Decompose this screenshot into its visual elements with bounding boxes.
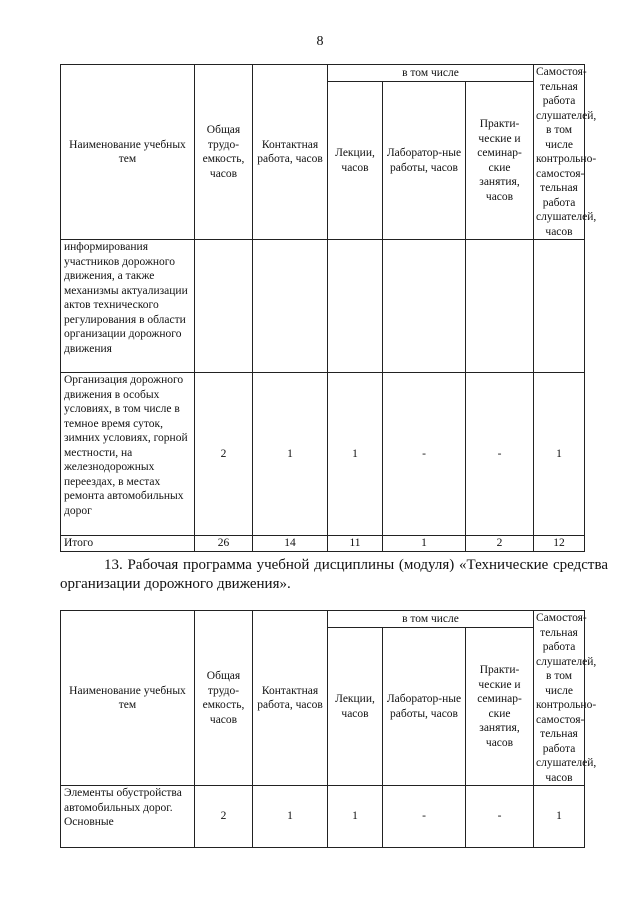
practical-cell: 2: [466, 536, 534, 552]
header-total: Общая трудо-емкость, часов: [195, 611, 253, 786]
header-selfwork: Самостоя-тельная работа слушателей, в том числе контрольно-самостоя-тельная работа слушателей, часов: [534, 65, 585, 240]
selfwork-cell: 1: [534, 786, 585, 848]
contact-cell: 14: [253, 536, 328, 552]
header-lab: Лаборатор-ные работы, часов: [383, 82, 466, 240]
lab-cell: [383, 240, 466, 373]
header-including: в том числе: [328, 65, 534, 82]
table-row: [61, 373, 585, 536]
table-row: [61, 786, 585, 848]
contact-cell: 1: [253, 373, 328, 536]
header-practical: Практи-ческие и семинар-ские занятия, часов: [466, 628, 534, 786]
header-name: Наименование учебных тем: [61, 65, 195, 240]
table-row: [61, 240, 585, 373]
topic-cell: Элементы обустройства автомобильных дорог. Основные: [61, 786, 195, 848]
total-cell: 26: [195, 536, 253, 552]
header-name: Наименование учебных тем: [61, 611, 195, 786]
header-selfwork: Самостоя-тельная работа слушателей, в том числе контрольно-самостоя-тельная работа слушателей, часов: [534, 611, 585, 786]
total-cell: 2: [195, 786, 253, 848]
header-lab: Лаборатор-ные работы, часов: [383, 628, 466, 786]
section-heading: 13. Рабочая программа учебной дисциплины (модуля) «Технические средства организации дорожного движения».: [60, 557, 608, 592]
total-label: Итого: [61, 536, 195, 552]
header-including: в том числе: [328, 611, 534, 628]
topic-cell: информирования участников дорожного движения, а также механизмы актуализации актов технического регулирования в области организации дорожного движения: [61, 240, 195, 373]
header-practical: Практи-ческие и семинар-ские занятия, часов: [466, 82, 534, 240]
lab-cell: 1: [383, 536, 466, 552]
total-cell: [195, 240, 253, 373]
total-cell: 2: [195, 373, 253, 536]
curriculum-table-1: [60, 64, 597, 552]
practical-cell: -: [466, 373, 534, 536]
lectures-cell: 11: [328, 536, 383, 552]
lectures-cell: 1: [328, 373, 383, 536]
lectures-cell: 1: [328, 786, 383, 848]
header-lectures: Лекции, часов: [328, 82, 383, 240]
lab-cell: -: [383, 373, 466, 536]
practical-cell: [466, 240, 534, 373]
lab-cell: -: [383, 786, 466, 848]
header-contact: Контактная работа, часов: [253, 611, 328, 786]
header-total: Общая трудо-емкость, часов: [195, 65, 253, 240]
selfwork-cell: [534, 240, 585, 373]
curriculum-table-2: [60, 610, 597, 848]
practical-cell: -: [466, 786, 534, 848]
header-lectures: Лекции, часов: [328, 628, 383, 786]
topic-cell: Организация дорожного движения в особых условиях, в том числе в темное время суток, зимних условиях, горной местности, на железнодорожных переездах, в местах ремонта автомобильных дорог: [61, 373, 195, 536]
header-contact: Контактная работа, часов: [253, 65, 328, 240]
contact-cell: 1: [253, 786, 328, 848]
selfwork-cell: 1: [534, 373, 585, 536]
page-number: 8: [316, 34, 324, 49]
selfwork-cell: 12: [534, 536, 585, 552]
lectures-cell: [328, 240, 383, 373]
contact-cell: [253, 240, 328, 373]
total-row: [61, 536, 585, 552]
